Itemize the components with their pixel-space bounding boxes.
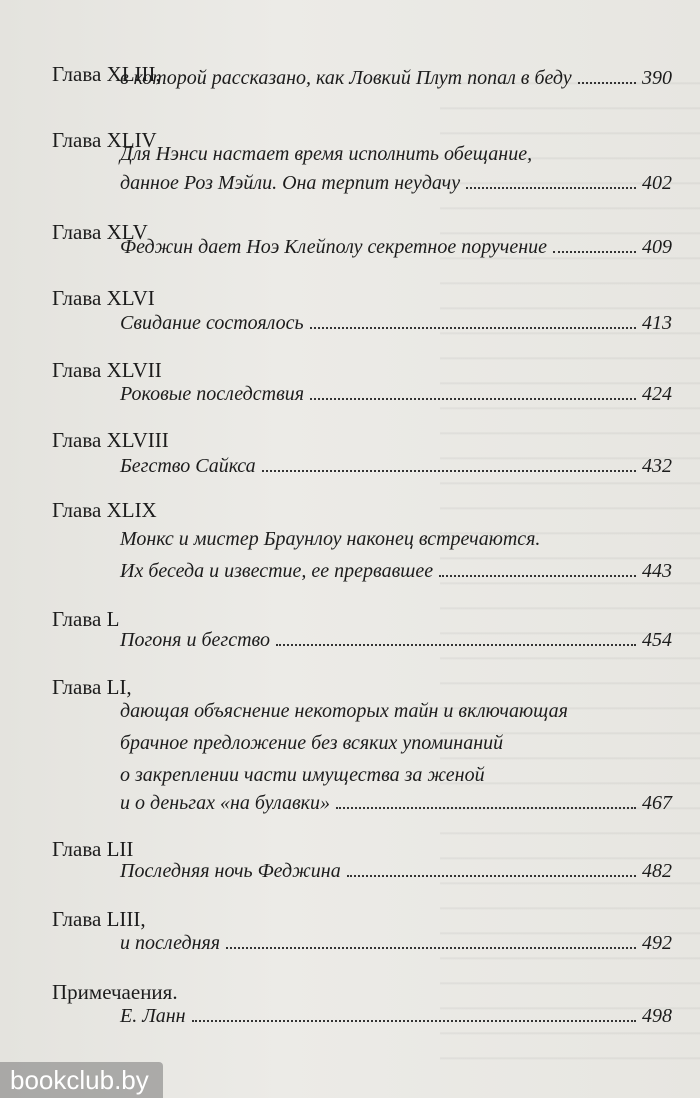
chapter-heading: Глава LI, — [52, 675, 132, 699]
toc-entry-line — [120, 932, 672, 960]
site-watermark: bookclub.by — [0, 1062, 163, 1098]
toc-entry-line — [120, 560, 672, 588]
page-number: 409 — [642, 236, 672, 258]
chapter-description: Роковые последствия — [120, 383, 305, 405]
chapter-heading: Глава XLVIII — [52, 428, 169, 452]
chapter-heading: Глава XLIX — [52, 498, 157, 522]
toc-entry-line — [120, 629, 672, 657]
chapter-description: Е. Ланн — [120, 1005, 186, 1027]
toc-entry-line — [120, 67, 672, 95]
chapter-description: и последняя — [120, 932, 221, 954]
chapter-heading: Глава L — [52, 607, 120, 631]
chapter-description: данное Роз Мэйли. Она терпит неудачу — [120, 172, 461, 194]
page-number: 432 — [642, 455, 672, 477]
chapter-description: Для Нэнси настает время исполнить обещание, — [120, 143, 533, 165]
chapter-heading: Глава XLV — [52, 220, 148, 244]
toc-entry-text-line — [120, 528, 672, 556]
chapter-description: о закреплении части имущества за женой — [120, 764, 485, 786]
toc-entry-line — [120, 383, 672, 411]
page-number: 402 — [642, 172, 672, 194]
page-number: 454 — [642, 629, 672, 651]
chapter-description: Последняя ночь Феджина — [120, 860, 341, 882]
dot-leader — [276, 643, 636, 646]
dot-leader — [553, 250, 636, 253]
page-number: 492 — [642, 932, 672, 954]
chapter-description: брачное предложение без всяких упоминаний — [120, 732, 504, 754]
page-number: 443 — [642, 560, 672, 582]
chapter-heading: Глава XLVI — [52, 286, 155, 310]
chapter-heading: Глава XLVII — [52, 358, 162, 382]
dot-leader — [347, 874, 636, 877]
dot-leader — [439, 574, 636, 577]
page-number: 482 — [642, 860, 672, 882]
chapter-heading: Глава XLIII, — [52, 62, 161, 86]
dot-leader — [310, 397, 636, 400]
page-number: 498 — [642, 1005, 672, 1027]
chapter-description: Феджин дает Ноэ Клейполу секретное поручение — [120, 236, 548, 258]
dot-leader — [226, 946, 636, 949]
chapter-description: Их беседа и известие, ее прервавшее — [120, 560, 434, 582]
page-number: 467 — [642, 792, 672, 814]
chapter-heading: Примечаения. — [52, 980, 178, 1004]
chapter-description: Свидание состоялось — [120, 312, 304, 334]
toc-entry-line — [120, 860, 672, 888]
dot-leader — [336, 806, 636, 809]
page-number: 413 — [642, 312, 672, 334]
chapter-heading: Глава LIII, — [52, 907, 146, 931]
page-number: 390 — [642, 67, 672, 89]
toc-entry-line — [120, 236, 672, 264]
dot-leader — [466, 186, 636, 189]
dot-leader — [310, 326, 636, 329]
toc-entry-line — [120, 792, 672, 820]
chapter-description: Бегство Сайкса — [120, 455, 256, 477]
dot-leader — [262, 469, 636, 472]
dot-leader — [578, 81, 636, 84]
chapter-description: дающая объяснение некоторых тайн и включающая — [120, 700, 568, 722]
dot-leader — [192, 1019, 636, 1022]
chapter-description: в которой рассказано, как Ловкий Плут попал в беду — [120, 67, 572, 89]
toc-entry-text-line — [120, 732, 672, 760]
chapter-heading: Глава LII — [52, 837, 134, 861]
toc-entry-line — [120, 455, 672, 483]
chapter-description: Погоня и бегство — [120, 629, 270, 651]
chapter-description: Монкс и мистер Браунлоу наконец встречаются. — [120, 528, 541, 550]
toc-entry-line — [120, 312, 672, 340]
chapter-heading: Глава XLIV — [52, 128, 157, 152]
toc-entry-line — [120, 172, 672, 200]
chapter-description: и о деньгах «на булавки» — [120, 792, 330, 814]
toc-entry-text-line — [120, 143, 672, 171]
page-number: 424 — [642, 383, 672, 405]
toc-entry-text-line — [120, 764, 672, 792]
toc-entry-line — [120, 1005, 672, 1033]
toc-entry-text-line — [120, 700, 672, 728]
